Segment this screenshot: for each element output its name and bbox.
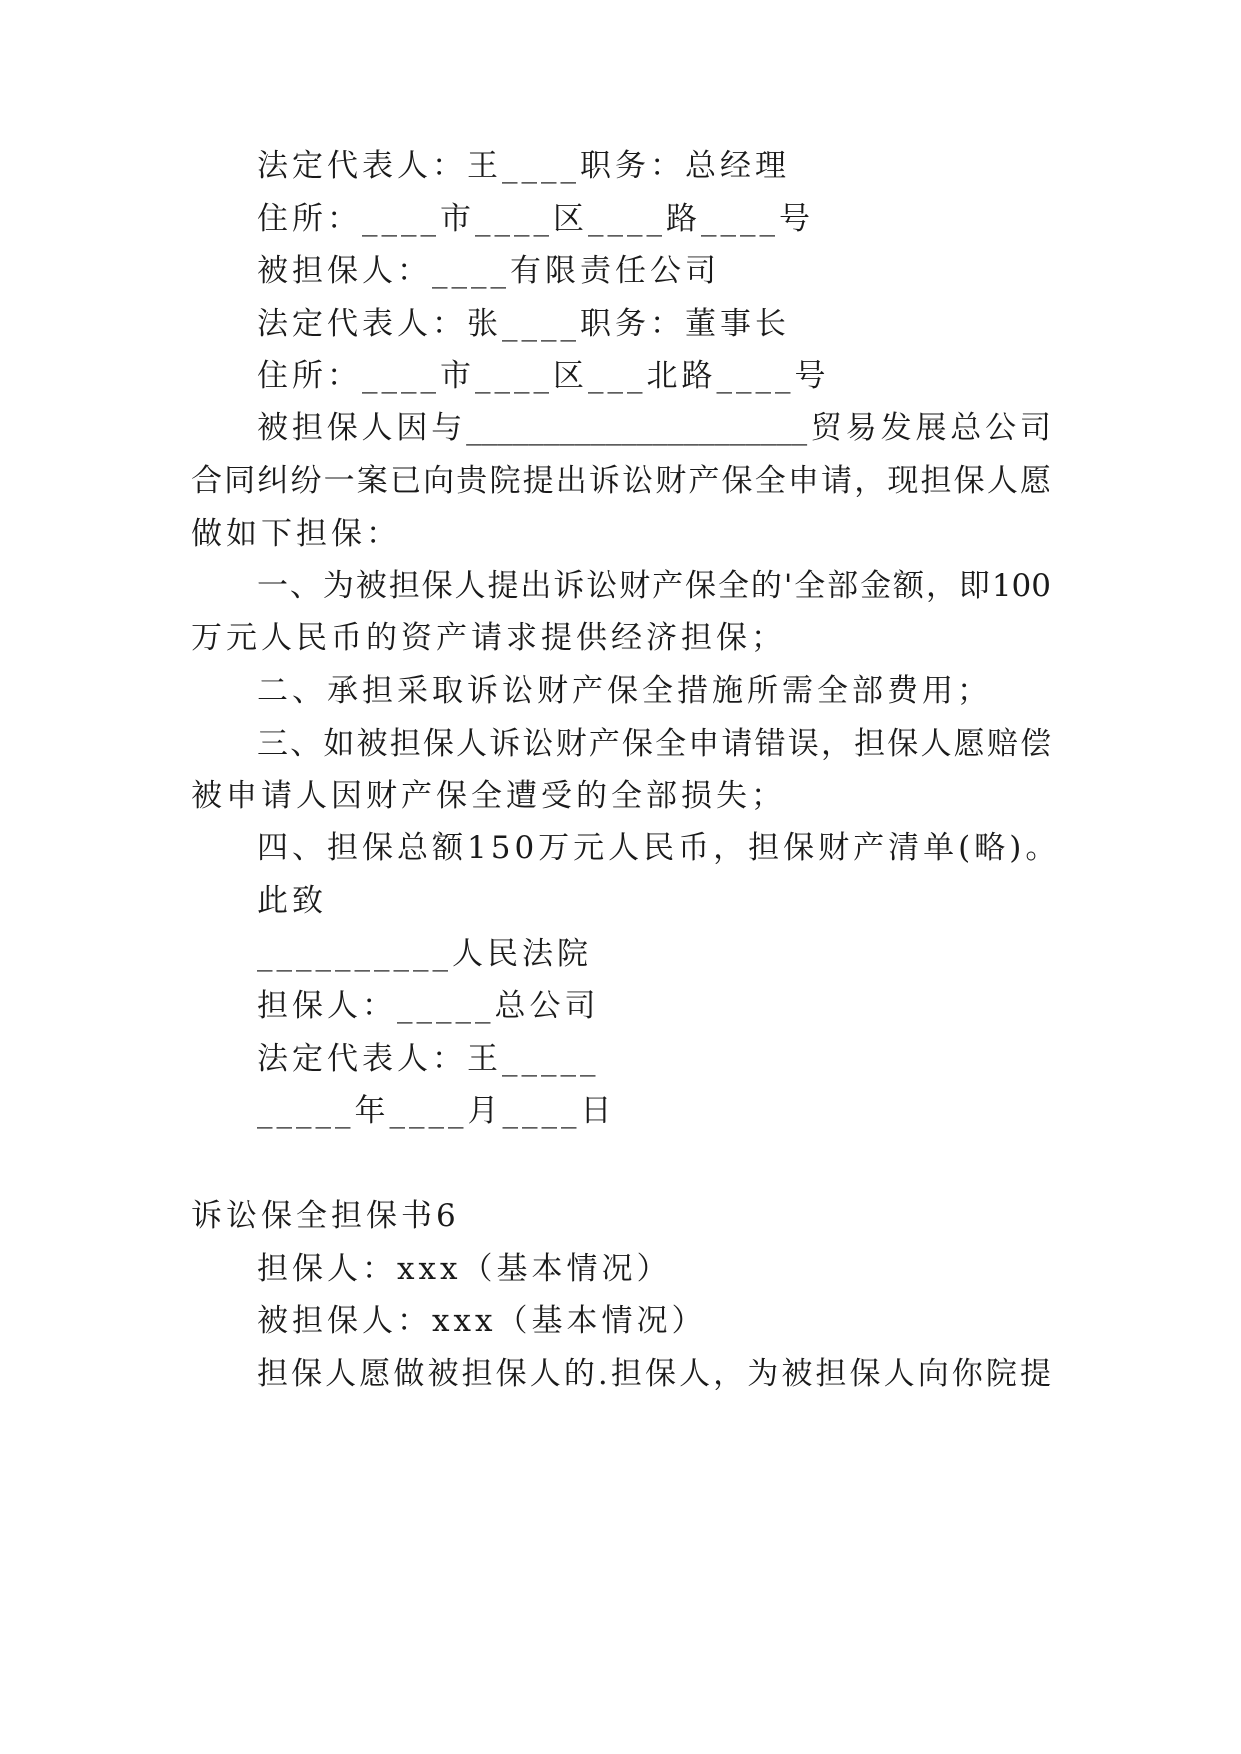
address-line-2: 住所：____市____区___北路____号 — [257, 358, 830, 394]
guarantor-signature-line: 担保人：_____总公司 — [257, 988, 600, 1024]
address-line-1: 住所：____市____区____路____号 — [257, 201, 814, 237]
section-title: 诉讼保全担保书6 — [191, 1198, 460, 1234]
date-line: _____年____月____日 — [257, 1093, 616, 1129]
legal-rep-signature-line: 法定代表人：王_____ — [257, 1041, 600, 1077]
guaranteed-party-line: 被担保人：____有限责任公司 — [257, 253, 720, 289]
body-paragraph-line-3: 做如下担保： — [191, 516, 401, 552]
clause-1-line-1: 一、为被担保人提出诉讼财产保全的'全部金额，即100 — [257, 568, 1051, 604]
section-body-line-1: 担保人愿做被担保人的.担保人，为被担保人向你院提 — [257, 1356, 1051, 1392]
court-addressee: __________人民法院 — [257, 936, 592, 972]
clause-4-line: 四、担保总额150万元人民币，担保财产清单(略)。 — [257, 830, 1061, 866]
clause-1-line-2: 万元人民币的资产请求提供经济担保； — [191, 620, 786, 656]
clause-2-line: 二、承担采取诉讼财产保全措施所需全部费用； — [257, 673, 992, 709]
clause-3-line-2: 被申请人因财产保全遭受的全部损失； — [191, 778, 786, 814]
body-paragraph-line-2: 合同纠纷一案已向贵院提出诉讼财产保全申请，现担保人愿 — [191, 463, 1051, 499]
guaranteed-party-basic-info: 被担保人：xxx（基本情况） — [257, 1303, 707, 1339]
closing-salutation: 此致 — [257, 883, 327, 919]
legal-rep-line-2: 法定代表人：张____职务：董事长 — [257, 306, 790, 342]
legal-rep-line-1: 法定代表人：王____职务：总经理 — [257, 148, 790, 184]
guarantor-basic-info: 担保人：xxx（基本情况） — [257, 1251, 672, 1287]
body-paragraph-line-1: 被担保人因与______________________贸易发展总公司 — [257, 410, 1051, 446]
clause-3-line-1: 三、如被担保人诉讼财产保全申请错误，担保人愿赔偿 — [257, 726, 1051, 762]
